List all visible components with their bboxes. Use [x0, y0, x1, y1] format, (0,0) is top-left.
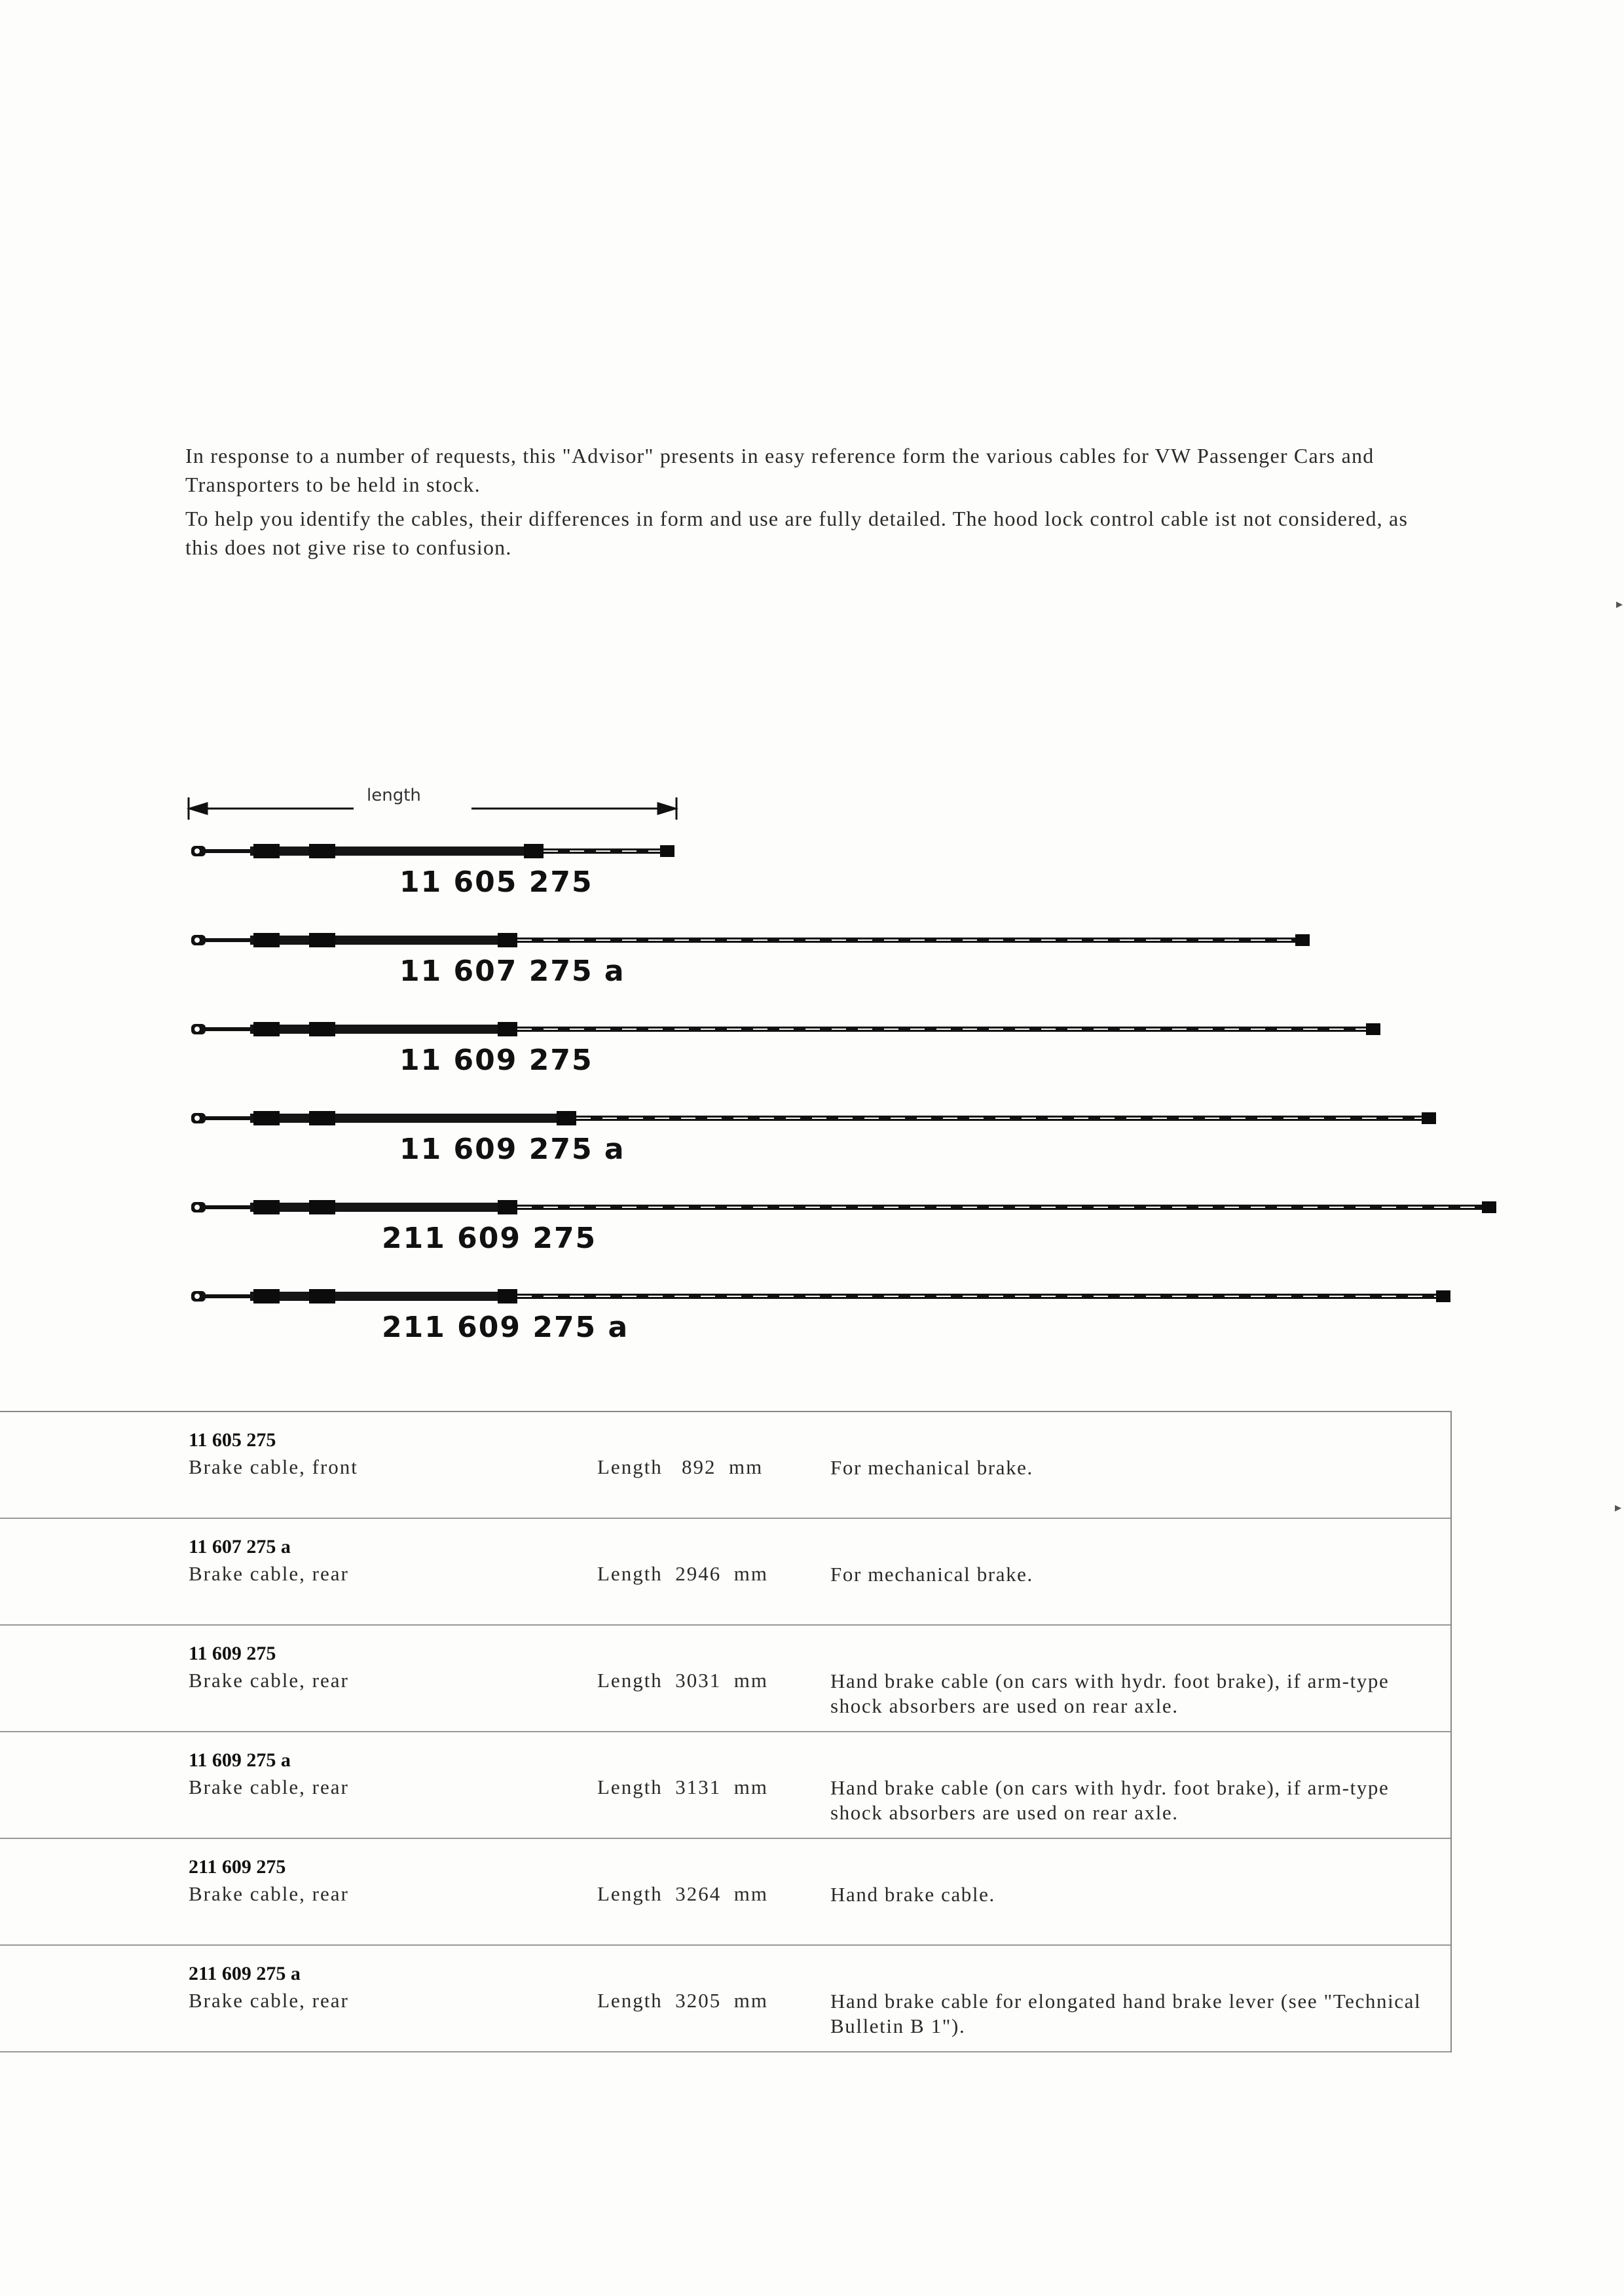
cable-part-label: 211 609 275 a	[382, 1311, 629, 1344]
usage-note: Hand brake cable (on cars with hydr. foot brake), if arm-type shock absorbers are used on rear axle.	[830, 1776, 1390, 1824]
part-description: Brake cable, rear	[189, 1776, 349, 1798]
part-number: 11 609 275	[189, 1643, 276, 1664]
cable-length: Length 3264 mm	[597, 1882, 769, 1905]
table-row	[0, 1732, 1450, 1839]
cable-drawing	[191, 1022, 1380, 1036]
part-number: 11 605 275	[189, 1429, 276, 1451]
table-row	[0, 1946, 1450, 2052]
cable-part-label: 11 607 275 a	[399, 955, 625, 988]
cable-part-label: 211 609 275	[382, 1222, 597, 1255]
cable-length: Length 2946 mm	[597, 1562, 769, 1585]
part-description: Brake cable, rear	[189, 1989, 349, 2012]
cable-drawing	[191, 933, 1310, 947]
part-description: Brake cable, rear	[189, 1669, 349, 1692]
cable-part-label: 11 609 275	[399, 1044, 593, 1077]
table-row	[0, 1519, 1450, 1626]
cable-drawing-svg	[0, 773, 1624, 1362]
part-number: 11 607 275 a	[189, 1536, 291, 1558]
edge-mark: ▸	[1615, 1499, 1622, 1515]
cable-illustration	[0, 773, 1624, 1362]
cable-part-label: 11 605 275	[399, 866, 593, 899]
part-number: 11 609 275 a	[189, 1749, 291, 1771]
cable-drawing	[191, 1200, 1496, 1214]
usage-note: Hand brake cable (on cars with hydr. foot brake), if arm-type shock absorbers are used on rear axle.	[830, 1669, 1390, 1717]
length-dimension-arrow	[189, 797, 676, 820]
table-row	[0, 1412, 1450, 1519]
part-description: Brake cable, rear	[189, 1562, 349, 1585]
cable-length: Length 892 mm	[597, 1455, 764, 1478]
cable-length: Length 3205 mm	[597, 1989, 769, 2012]
length-dimension-label: length	[367, 786, 421, 805]
parts-table	[0, 1411, 1452, 2052]
edge-mark: ▸	[1616, 596, 1623, 611]
cable-drawing	[191, 844, 674, 858]
cable-drawing	[191, 1111, 1436, 1125]
part-number: 211 609 275 a	[189, 1963, 301, 1984]
cable-length: Length 3131 mm	[597, 1776, 769, 1798]
cable-drawing	[191, 1289, 1450, 1303]
part-description: Brake cable, rear	[189, 1882, 349, 1905]
part-number: 211 609 275	[189, 1856, 286, 1878]
cable-length: Length 3031 mm	[597, 1669, 769, 1692]
table-row	[0, 1839, 1450, 1946]
usage-note: For mechanical brake.	[830, 1456, 1033, 1479]
intro-paragraph-1: In response to a number of requests, this "Advisor" presents in easy reference form the various cables for VW Passenger Cars and Transporters to be held in stock.	[185, 444, 1375, 496]
part-description: Brake cable, front	[189, 1455, 358, 1478]
usage-note: Hand brake cable.	[830, 1883, 995, 1906]
usage-note: For mechanical brake.	[830, 1563, 1033, 1586]
cable-part-label: 11 609 275 a	[399, 1133, 625, 1166]
table-row	[0, 1626, 1450, 1732]
usage-note: Hand brake cable for elongated hand brake lever (see "Technical Bulletin B 1").	[830, 1990, 1422, 2037]
intro-paragraph-2: To help you identify the cables, their differences in form and use are fully detailed. The hood lock control cable ist not considered, as this does not give rise to confusion.	[185, 507, 1409, 559]
